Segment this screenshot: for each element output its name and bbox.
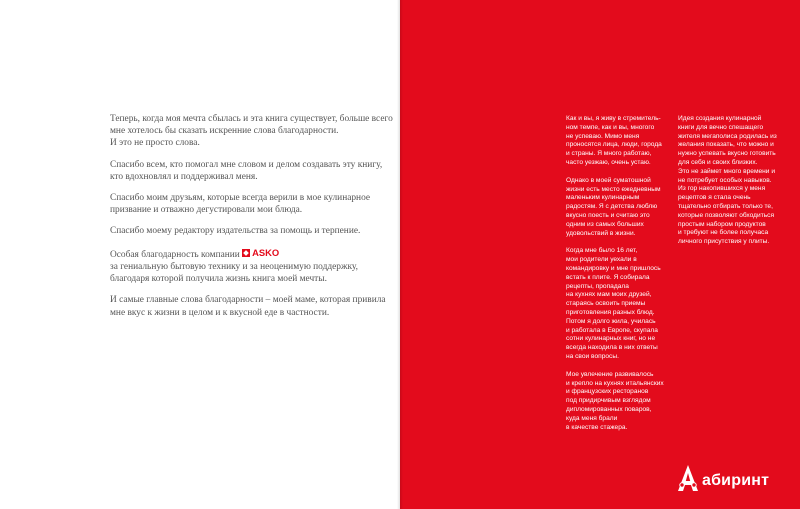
text-line: рецепты, пропадала: [566, 282, 629, 290]
paragraph-4: [110, 225, 395, 237]
asko-brand-logo: [242, 247, 279, 259]
text-line: в качестве стажера.: [566, 423, 628, 431]
text-line: и крепло на кухнях итальянских: [566, 379, 664, 387]
text-line: жизни есть место ежедневным: [566, 185, 661, 193]
text-line: Спасибо моему редактору издательства за помощь и терпение.: [110, 226, 361, 237]
col1-paragraph-1: [566, 115, 676, 168]
text-line: и французских ресторанов: [566, 388, 649, 396]
text-line: мои родители уехали в: [566, 256, 637, 264]
text-line: книги для вечно спешащего: [678, 123, 764, 131]
text-line: одним из самых больших: [566, 220, 644, 228]
text-line: и страны. Я много работаю,: [566, 150, 652, 158]
text-line: Идея создания кулинарной: [678, 115, 762, 122]
text-line: ном темпе, как и вы, многого: [566, 123, 655, 131]
paragraph-6: [110, 294, 395, 318]
labirint-logo-text: абиринт: [702, 472, 770, 489]
text-line: мне вкус к жизни в целом и к вкусной еде в частности.: [110, 307, 330, 318]
text-line: простым набором продуктов: [678, 220, 766, 228]
text-line: Однако в моей суматошной: [566, 176, 651, 184]
text-line: Как и вы, я живу в стремитель-: [566, 115, 661, 122]
text-line: Спасибо моим друзьям, которые всегда верили в мое кулинарное: [110, 193, 371, 204]
text-line: часто уезжаю, очень устаю.: [566, 158, 651, 166]
text-column-1: [566, 115, 676, 441]
col2-paragraph-1: [678, 115, 788, 247]
paragraph-3: [110, 192, 395, 216]
col1-paragraph-2: [566, 177, 676, 239]
text-line: И это не просто слова.: [110, 138, 200, 149]
col1-paragraph-4: [566, 371, 676, 433]
labirint-a-icon: [676, 464, 700, 492]
text-line: Потом я долго жила, училась: [566, 317, 656, 325]
page-fold: [397, 0, 403, 509]
text-line: личного присутствия у плиты.: [678, 238, 770, 246]
text-line: благодаря которой получила жизнь книга моей мечты.: [110, 274, 327, 285]
text-line: и требуют не более получаса: [678, 229, 769, 237]
text-line: Это не займет много времени и: [678, 167, 776, 175]
text-line: не успеваю. Мимо меня: [566, 132, 640, 140]
text-line: желания показать, что можно и: [678, 141, 774, 149]
text-line: для себя и своих близких.: [678, 158, 758, 166]
text-line: Когда мне было 16 лет,: [566, 247, 638, 255]
text-line: мне хотелось бы сказать искренние слова благодарности.: [110, 126, 339, 137]
text-line: Особая благодарность компании: [110, 249, 240, 260]
text-column-2: [678, 115, 788, 256]
text-line: куда меня брали: [566, 414, 618, 422]
text-line: не потребует особых навыков.: [678, 176, 772, 184]
text-line: приготовления разных блюд.: [566, 308, 655, 316]
text-line: командировку и мне пришлось: [566, 264, 661, 272]
text-line: проносятся лица, люди, города: [566, 141, 662, 149]
text-line: И самые главные слова благодарности – моей маме, которая привила: [110, 295, 386, 306]
text-line: сотни кулинарных книг, но не: [566, 335, 656, 343]
text-line: маленьким кулинарным: [566, 194, 640, 202]
text-line: на свои вопросы.: [566, 352, 619, 360]
paragraph-5: [110, 247, 395, 286]
text-line: удовольствий в жизни.: [566, 229, 636, 237]
text-line: вкусно поесть и считаю это: [566, 211, 650, 219]
text-line: Из гор накопившихся у меня: [678, 185, 766, 193]
text-line: рецептов я стала очень: [678, 194, 751, 202]
asko-brand-name: ASKO: [252, 246, 280, 258]
text-line: Теперь, когда моя мечта сбылась и эта книга существует, больше всего: [110, 114, 393, 124]
paragraph-1: [110, 113, 395, 150]
text-line: под придирчивым взглядом: [566, 397, 651, 405]
text-line: тщательно отбирать только те,: [678, 202, 773, 210]
col1-paragraph-3: [566, 247, 676, 361]
text-line: жителя мегаполиса родилась из: [678, 132, 777, 140]
paragraph-2: [110, 159, 395, 183]
text-line: нужно успевать вкусно готовить: [678, 150, 776, 158]
text-line: встать к плите. Я собирала: [566, 273, 650, 281]
text-line: стараясь освоить приемы: [566, 300, 646, 308]
text-line: кто вдохновлял и поддерживал меня.: [110, 171, 258, 182]
text-line: на кухнях мам моих друзей,: [566, 291, 652, 299]
text-line: которые позволяют обходиться: [678, 211, 775, 219]
text-line: за гениальную бытовую технику и за неоценимую поддержку,: [110, 261, 358, 272]
text-line: призвание и отважно дегустировали мои блюда.: [110, 205, 303, 216]
text-line: и работала в Европе, скупала: [566, 326, 658, 334]
text-line: дипломированных поваров,: [566, 405, 652, 413]
text-line: Мое увлечение развивалось: [566, 370, 654, 378]
acknowledgements-text: [110, 113, 395, 328]
labirint-logo: [676, 463, 769, 493]
text-line: всегда находила в них ответы: [566, 344, 658, 352]
text-line: радостям. Я с детства люблю: [566, 203, 658, 211]
text-line: Спасибо всем, кто помогал мне словом и делом создавать эту книгу,: [110, 159, 383, 170]
asko-mark-icon: [242, 249, 250, 257]
